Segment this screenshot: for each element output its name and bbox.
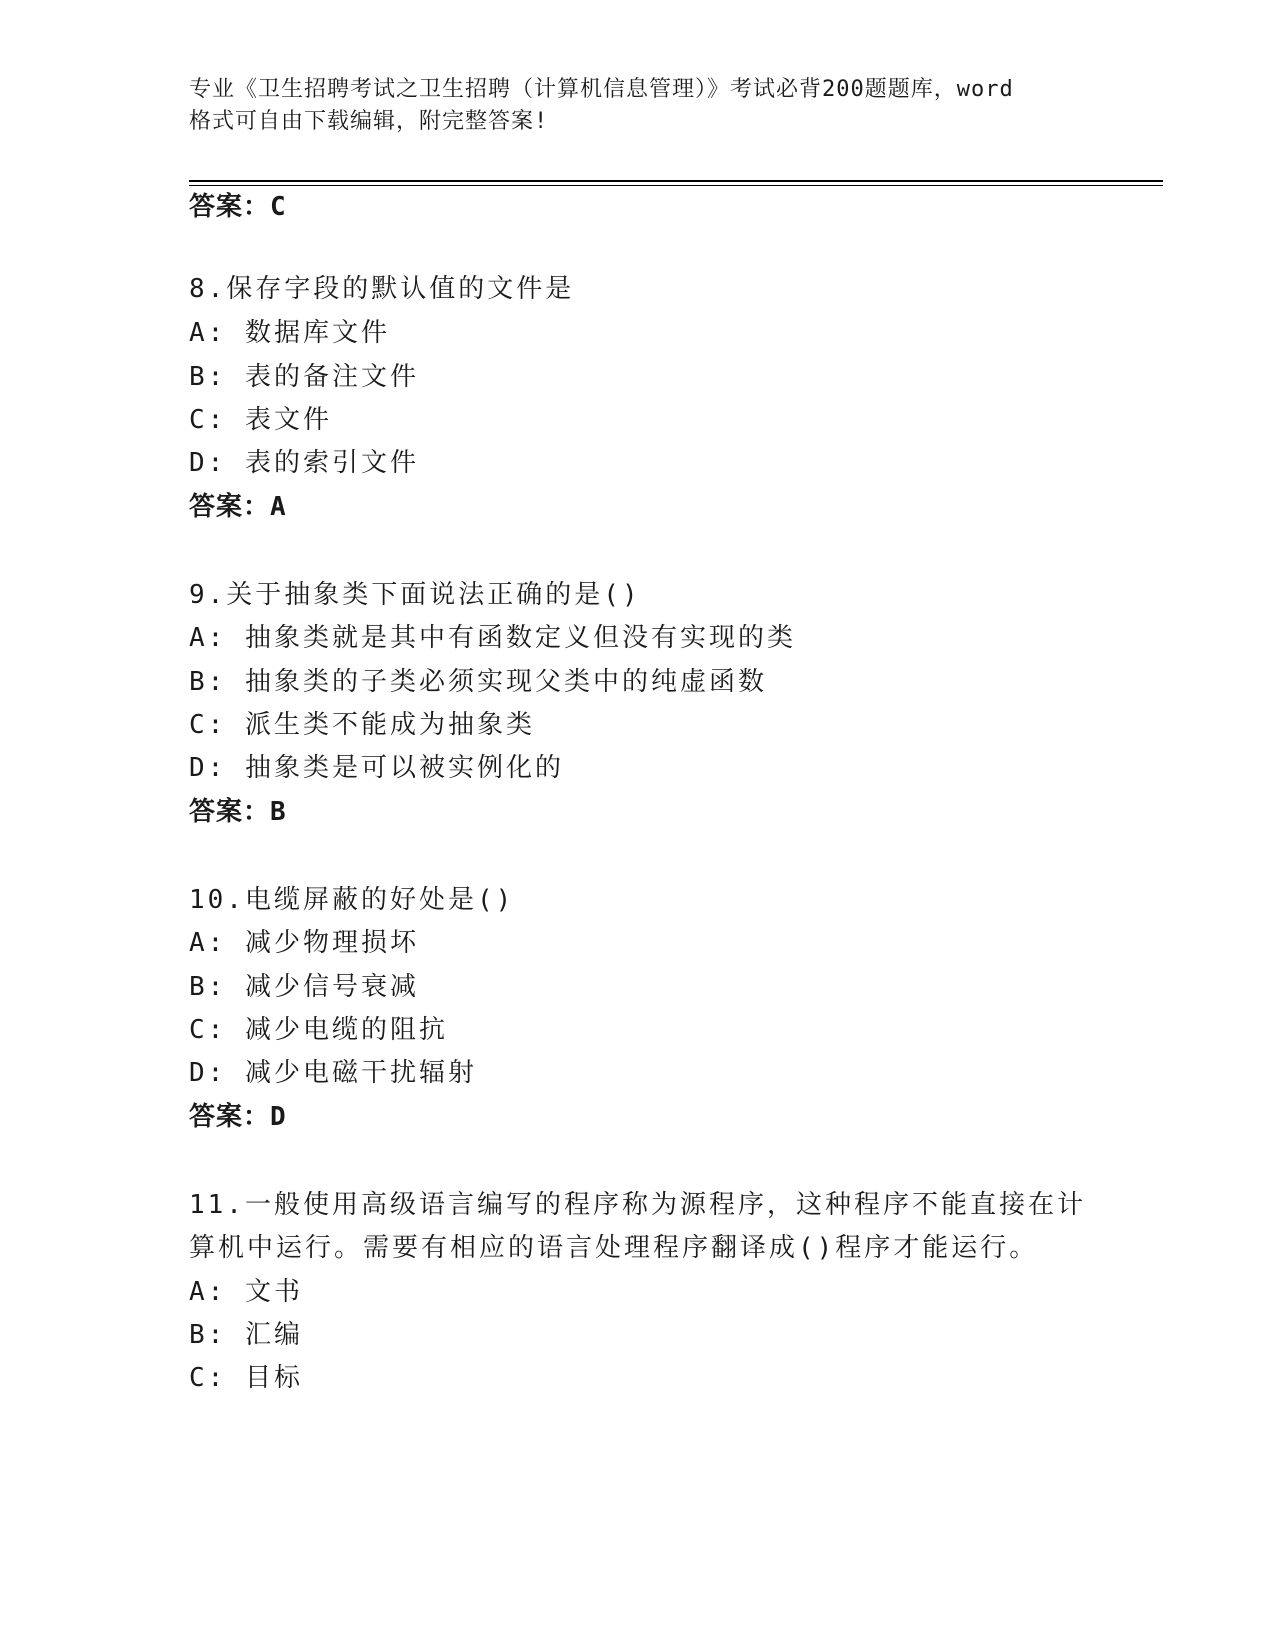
question-9-stem: 9.关于抽象类下面说法正确的是() xyxy=(189,580,641,610)
question-9-option-a: A: 抽象类就是其中有函数定义但没有实现的类 xyxy=(189,623,796,653)
header-line-2: 格式可自由下载编辑，附完整答案! xyxy=(189,109,549,134)
question-9-option-c: C: 派生类不能成为抽象类 xyxy=(189,710,535,740)
question-8-option-d: D: 表的索引文件 xyxy=(189,448,419,478)
question-9-answer: 答案：B xyxy=(189,797,287,827)
question-9-option-d: D: 抽象类是可以被实例化的 xyxy=(189,753,564,783)
question-9-option-b: B: 抽象类的子类必须实现父类中的纯虚函数 xyxy=(189,667,767,697)
question-11-stem-line-1: 11.一般使用高级语言编写的程序称为源程序，这种程序不能直接在计 xyxy=(189,1190,1086,1220)
question-11-option-b: B: 汇编 xyxy=(189,1320,303,1350)
question-10-option-b: B: 减少信号衰减 xyxy=(189,972,419,1002)
question-8-stem: 8.保存字段的默认值的文件是 xyxy=(189,274,575,304)
question-10-stem: 10.电缆屏蔽的好处是() xyxy=(189,885,515,915)
question-10-option-a: A: 减少物理损坏 xyxy=(189,928,419,958)
question-11-stem-line-2: 算机中运行。需要有相应的语言处理程序翻译成()程序才能运行。 xyxy=(189,1233,1039,1263)
header-rule-thick xyxy=(189,180,1163,182)
question-8-option-b: B: 表的备注文件 xyxy=(189,362,419,392)
question-10-option-c: C: 减少电缆的阻抗 xyxy=(189,1015,448,1045)
question-8-option-c: C: 表文件 xyxy=(189,405,332,435)
question-11-option-a: A: 文书 xyxy=(189,1277,303,1307)
question-10-answer: 答案：D xyxy=(189,1102,287,1132)
header-rule-thin xyxy=(189,185,1163,186)
header-line-1: 专业《卫生招聘考试之卫生招聘（计算机信息管理）》考试必背200题题库，word xyxy=(189,77,1014,102)
question-8-option-a: A: 数据库文件 xyxy=(189,318,390,348)
answer-previous: 答案：C xyxy=(189,192,287,222)
document-header xyxy=(189,74,1089,138)
question-10-option-d: D: 减少电磁干扰辐射 xyxy=(189,1058,477,1088)
question-8-answer: 答案：A xyxy=(189,492,287,522)
question-11-option-c: C: 目标 xyxy=(189,1363,303,1393)
